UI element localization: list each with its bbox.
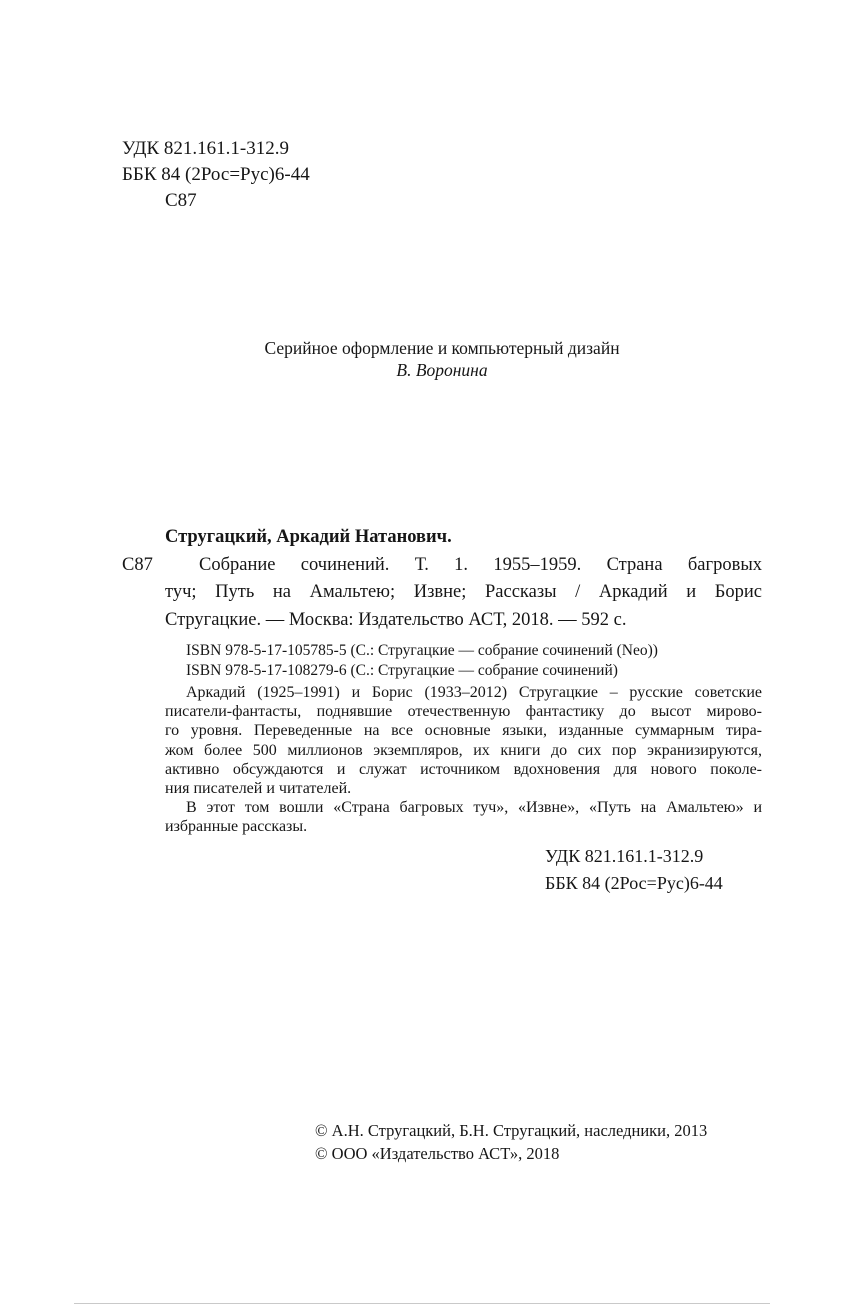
author-heading: Стругацкий, Аркадий Натанович. (165, 527, 452, 547)
copyright-block: © А.Н. Стругацкий, Б.Н. Стругацкий, наследники, 2013 © ООО «Издательство АСТ», 2018 (315, 1121, 708, 1163)
author-sign-code-top: С87 (165, 190, 197, 211)
annotation-paragraph-1: Аркадий (1925–1991) и Борис (1933–2012) Стругацкие – русские советские писатели-фантасты, поднявшие отечественную фантастику до высот мирово- го уровня. Переведенные на все основные языки, изданные суммарным тира- жом более 500 миллионов экземпляров, их книги до сих пор экранизируются, активно обсуждаются и служат источником вдохновения для нового поколе- ния писателей и читателей. (165, 684, 762, 798)
bbk-code-bottom: ББК 84 (2Рос=Рус)6-44 (545, 873, 723, 893)
design-credit-role: Серийное оформление и компьютерный дизайн (264, 338, 620, 358)
author-sign-code-entry: С87 (122, 554, 153, 575)
page-edge-line (74, 1303, 770, 1304)
isbn-block: ISBN 978-5-17-105785-5 (С.: Стругацкие — собрание сочинений (Neo)) ISBN 978-5-17-108279-6 (С.: Стругацкие — собрание сочинений) (186, 642, 658, 679)
bbk-code-top: ББК 84 (2Рос=Рус)6-44 (122, 164, 310, 185)
design-credit-block (122, 337, 762, 381)
bibliographic-block (122, 524, 762, 634)
bottom-codes-block (545, 843, 723, 897)
udk-code-bottom: УДК 821.161.1-312.9 (545, 846, 704, 866)
bib-entry-lines: Собрание сочинений. Т. 1. 1955–1959. Страна багровых туч; Путь на Амальтею; Извне; Рассказы / Аркадий и Борис Стругацкие. — Москва: Издательство АСТ, 2018. — 592 с. (165, 554, 762, 630)
udk-code-top: УДК 821.161.1-312.9 (122, 138, 289, 159)
annotation-block (165, 683, 762, 837)
bibliographic-entry (122, 552, 762, 635)
design-credit-name: В. Воронина (396, 360, 488, 380)
top-codes-block (122, 136, 310, 214)
annotation-paragraph-2: В этот том вошли «Страна багровых туч», «Извне», «Путь на Амальтею» и избранные рассказы. (165, 799, 762, 836)
